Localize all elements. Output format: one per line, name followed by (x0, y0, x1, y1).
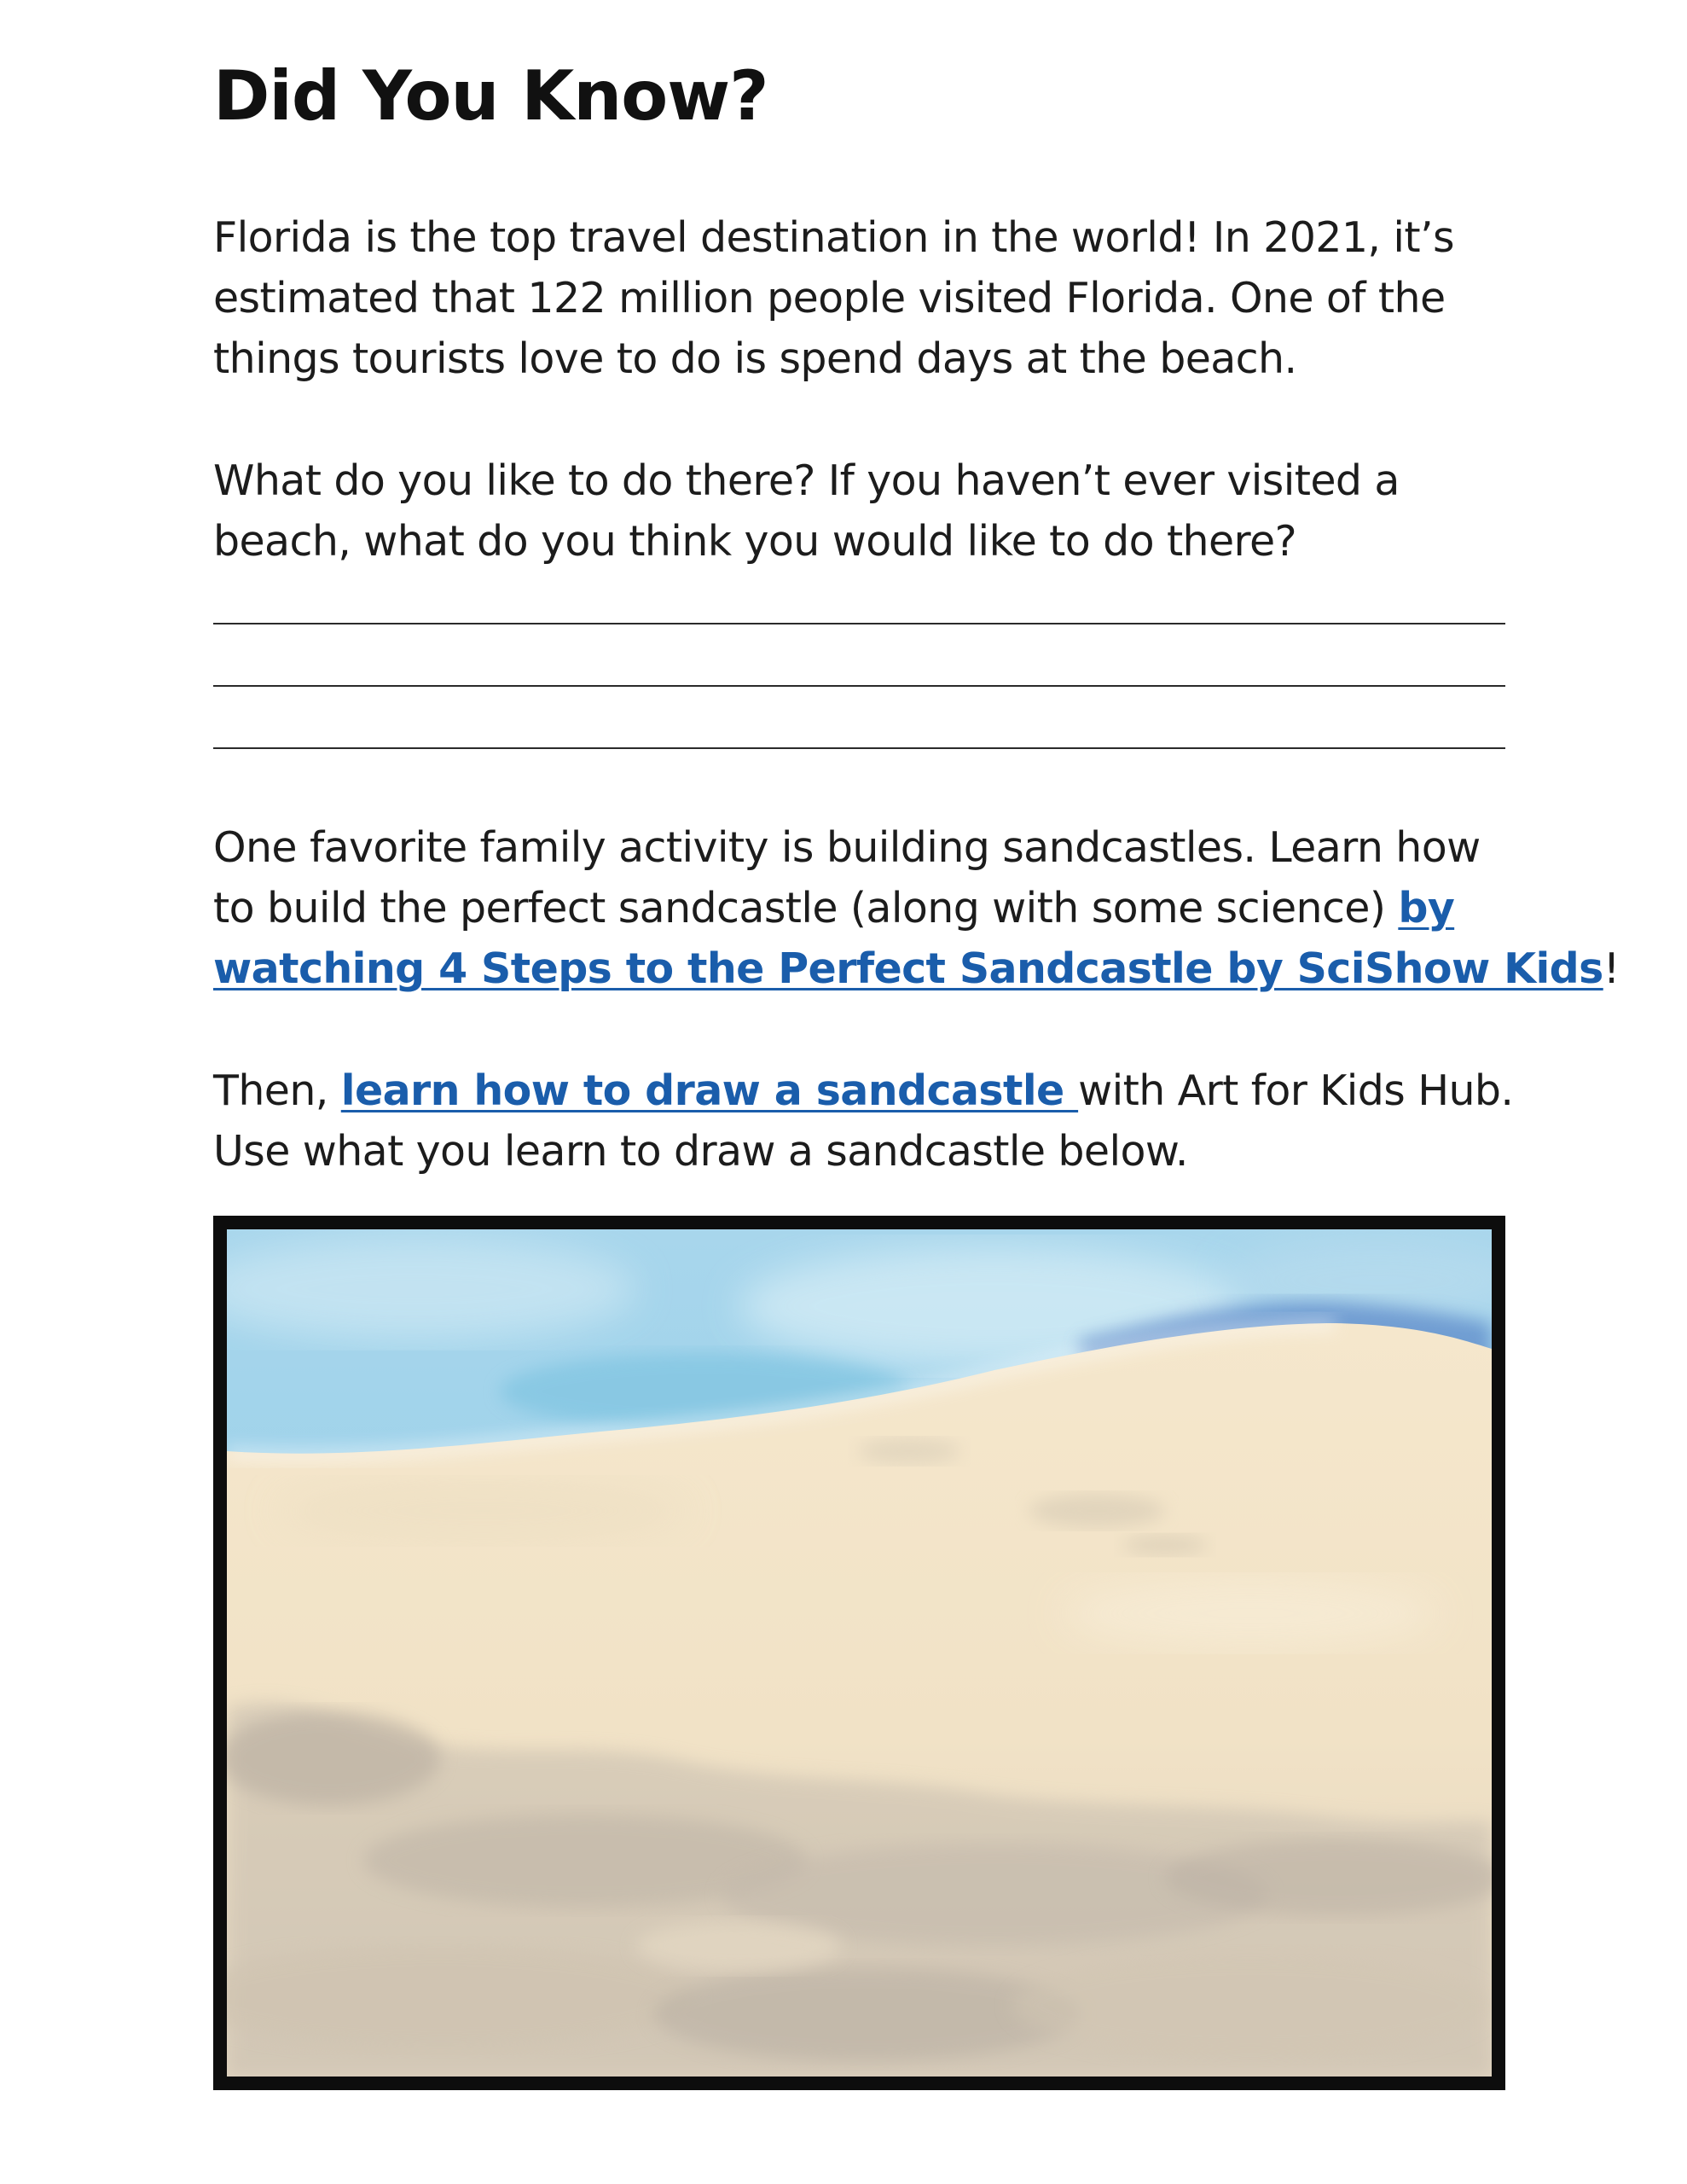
intro-line: things tourists love to do is spend days at the beach. (213, 334, 1297, 383)
question-line: beach, what do you think you would like to do there? (213, 517, 1296, 566)
sandcastle-line: One favorite family activity is building sandcastles. Learn how (213, 823, 1481, 872)
sandcastle-drawing-box[interactable] (213, 1216, 1505, 2090)
answer-line[interactable] (213, 623, 1505, 624)
answer-line[interactable] (213, 747, 1505, 749)
sandcastle-paragraph (213, 817, 1620, 999)
drawing-line-text: Then, (213, 1066, 341, 1115)
drawing-line: Use what you learn to draw a sandcastle below. (213, 1127, 1188, 1176)
answer-area[interactable] (213, 623, 1505, 810)
scishow-video-link[interactable]: by (1398, 884, 1455, 932)
sandcastle-line-text: to build the perfect sandcastle (along with some science) (213, 884, 1399, 932)
page-title: Did You Know? (213, 56, 768, 136)
sandcastle-line (213, 878, 1505, 938)
exclamation-text: ! (1603, 944, 1620, 993)
intro-line: estimated that 122 million people visited Florida. One of the (213, 274, 1446, 322)
worksheet-page (213, 0, 1620, 2184)
intro-line: Florida is the top travel destination in the world! In 2021, it’s (213, 213, 1454, 262)
answer-line[interactable] (213, 685, 1505, 687)
scishow-video-link[interactable]: watching 4 Steps to the Perfect Sandcastle by SciShow Kids (213, 944, 1603, 993)
watercolor-beach-background (227, 1229, 1492, 2077)
intro-paragraph (213, 207, 1505, 389)
question-paragraph (213, 450, 1505, 572)
drawing-instructions (213, 1060, 1514, 1182)
question-line: What do you like to do there? If you haven’t ever visited a (213, 456, 1400, 505)
drawing-line (213, 1060, 1514, 1121)
drawing-line-text: with Art for Kids Hub. (1078, 1066, 1514, 1115)
sandcastle-line (213, 938, 1620, 999)
art-for-kids-hub-link[interactable]: learn how to draw a sandcastle (340, 1066, 1079, 1115)
